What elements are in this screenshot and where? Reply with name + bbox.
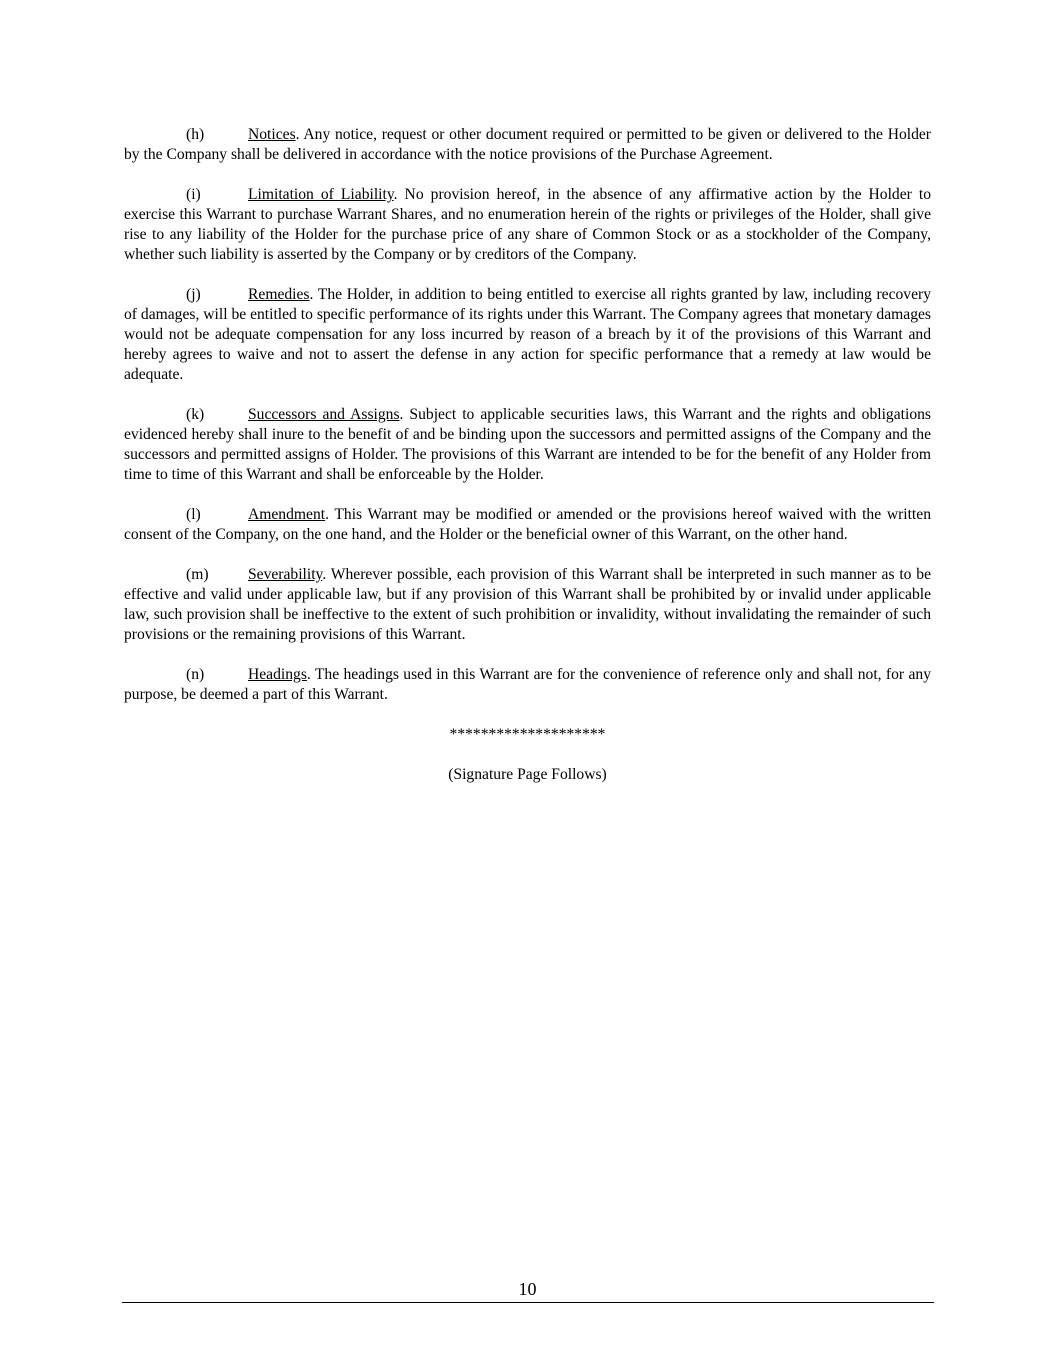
section-number: (m) <box>186 566 209 583</box>
section-i <box>124 185 931 265</box>
footer-rule <box>122 1302 934 1303</box>
section-heading: Severability <box>248 566 323 583</box>
section-heading: Remedies <box>248 286 310 303</box>
section-body: . This Warrant may be modified or amended or the provisions hereof waived with the written consent of the Company, on the one hand, and the Holder or the beneficial owner of this Warrant, on the other hand. <box>124 506 931 543</box>
section-body: . The Holder, in addition to being entitled to exercise all rights granted by law, including recovery of damages, will be entitled to specific performance of its rights under this Warrant. The Company agrees that monetary damages would not be adequate compensation for any loss incurred by reason of a breach by it of the provisions of this Warrant and hereby agrees to waive and not to assert the defense in any action for specific performance that a remedy at law would be adequate. <box>124 286 931 383</box>
separator: ******************** <box>449 726 606 743</box>
section-body: . No provision hereof, in the absence of any affirmative action by the Holder to exercise this Warrant to purchase Warrant Shares, and no enumeration herein of the rights or privileges of the Holder, shall give rise to any liability of the Holder for the purchase price of any share of Common Stock or as a stockholder of the Company, whether such liability is asserted by the Company or by creditors of the Company. <box>124 186 932 263</box>
document-page <box>124 125 931 805</box>
section-body: . The headings used in this Warrant are for the convenience of reference only and shall not, for any purpose, be deemed a part of this Warrant. <box>124 666 931 703</box>
section-body: . Wherever possible, each provision of this Warrant shall be interpreted in such manner as to be effective and valid under applicable law, but if any provision of this Warrant shall be prohibited by or invalid under applicable law, such provision shall be ineffective to the extent of such prohibition or invalidity, without invalidating the remainder of such provisions or the remaining provisions of this Warrant. <box>124 566 931 643</box>
section-heading: Successors and Assigns <box>248 406 400 423</box>
section-heading: Limitation of Liability <box>248 186 394 203</box>
section-heading: Notices <box>248 126 296 143</box>
section-number: (l) <box>186 506 201 523</box>
section-heading: Headings <box>248 666 307 683</box>
section-h <box>124 125 931 165</box>
page-number: 10 <box>518 1279 537 1299</box>
section-body: . Any notice, request or other document required or permitted to be given or delivered to the Holder by the Company shall be delivered in accordance with the notice provisions of the Purchase Agreement. <box>124 126 931 163</box>
signature-note: (Signature Page Follows) <box>448 766 607 783</box>
section-heading: Amendment <box>248 506 326 523</box>
section-n <box>124 665 931 705</box>
section-number: (h) <box>186 126 205 143</box>
section-number: (n) <box>186 666 205 683</box>
section-body: . Subject to applicable securities laws, this Warrant and the rights and obligations evidenced hereby shall inure to the benefit of and be binding upon the successors and permitted assigns of the Company and the successors and permitted assigns of Holder. The provisions of this Warrant are intended to be for the benefit of any Holder from time to time of this Warrant and shall be enforceable by the Holder. <box>124 406 931 483</box>
section-number: (i) <box>186 186 201 203</box>
section-k <box>124 405 931 485</box>
section-number: (j) <box>186 286 201 303</box>
section-number: (k) <box>186 406 205 423</box>
section-m <box>124 565 931 645</box>
section-l <box>124 505 931 545</box>
section-j <box>124 285 931 385</box>
